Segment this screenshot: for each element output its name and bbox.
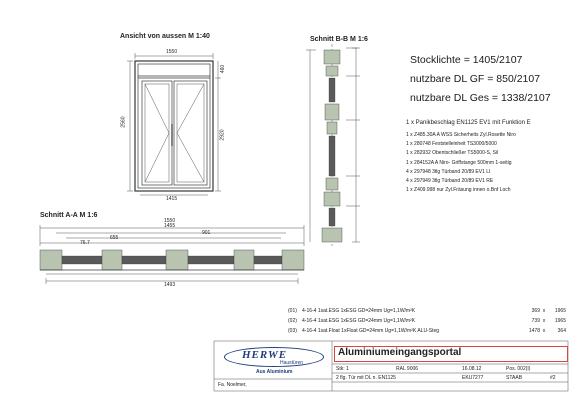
tb-description: 2 flg. Tür mit DL n. EN1125: [336, 375, 396, 381]
front-height-total-dim: 2920: [219, 129, 226, 141]
section-a-901-dim: 901: [202, 230, 211, 236]
spec-nutzbare-ges: nutzbare DL Ges = 1338/2107: [410, 92, 551, 104]
drawing-sheet: [6, 6, 574, 394]
opening-indicator-left: [145, 84, 169, 182]
hardware-list: [406, 132, 516, 196]
hardware-item: 1 x 280748 Feststelleinheit TS3000/5000: [406, 141, 497, 148]
front-view-door: [127, 53, 221, 195]
opening-indicator-right: [177, 84, 204, 182]
section-b-title: Schnitt B-B M 1:6: [310, 36, 368, 43]
hardware-header: 1 x Panikbeschlag EN1125 EV1 mit Funktion E: [406, 120, 531, 126]
front-height-dim: 2560: [120, 116, 127, 128]
glass-row: (02) 4-16-4 1sat.ESG 1xESG GD=24mm Ug=1,1W/m²K 739 x 1965: [288, 318, 566, 324]
section-a-profile: [40, 225, 304, 284]
front-view-title: Ansicht von aussen M 1:40: [120, 33, 210, 40]
hardware-item: 1 x Z485.30A A WSS Sicherheits Zyl.Rosette Niro: [406, 132, 516, 138]
tb-number: #2: [550, 375, 556, 381]
tb-author: STAAB: [506, 375, 523, 381]
door-leaf-right: [174, 81, 207, 185]
drawing-title: Aluminiumeingangsportal: [338, 347, 462, 358]
tb-color: RAL 9006: [396, 366, 419, 372]
section-a-767-dim: 76.7: [80, 240, 90, 246]
hardware-item: 4 x 297948 3tlg Türband 20/89 EV1 LI: [406, 168, 491, 175]
logo-text: HERWE: [242, 349, 288, 361]
door-leaf-left: [142, 81, 172, 185]
section-a-655-dim: 655: [110, 235, 119, 241]
hardware-item: 4 x 297949 3tlg Türband 20/89 EV1 RE: [406, 177, 494, 184]
section-a-title: Schnitt A-A M 1:6: [40, 212, 98, 219]
section-a-total-dim: 1550: [164, 218, 176, 224]
logo-sub2: Aus Aluminium: [256, 369, 293, 375]
tb-customer: Fa. Noelmer,: [218, 382, 247, 388]
logo-area: [220, 345, 326, 377]
glass-table: [288, 308, 566, 334]
glass-row: (01) 4-16-4 1sat.ESG 1xESG GD=24mm Ug=1,1W/m²K 369 x 1965: [288, 308, 566, 314]
spec-nutzbare-gf: nutzbare DL GF = 850/2107: [410, 73, 541, 85]
spec-stocklichte: Stocklichte = 1405/2107: [410, 54, 523, 66]
hardware-item: 1 x 282932 Obentschließer TS5000-S, Sil: [406, 150, 499, 157]
tb-order: EKU7277: [462, 375, 484, 381]
front-top-dim: 460: [220, 64, 227, 74]
tb-quantity: Stk: 1: [336, 366, 349, 372]
tb-position: Pos. 002(I): [506, 366, 531, 372]
hardware-item: 1 x Z409.998 nur Zyl.Fräsung innen o.Bnf Loch: [406, 187, 511, 194]
glass-row: (03) 4-16-4 1sat.Float 1xFloat GD=24mm Ug=1,1W/m²K ALU-Steg 1478 x 364: [288, 328, 566, 334]
front-width-dim: 1550: [166, 49, 178, 55]
section-b-profile: [306, 44, 360, 246]
logo-sub: Haustüren: [280, 360, 304, 366]
tb-date: 16.08.12: [462, 366, 482, 372]
front-leaf-dim: 1415: [166, 196, 178, 202]
section-a-1455-dim: 1455: [164, 223, 176, 229]
hardware-item: 1 x 284152A A Niro- Griffstange 500mm 1-seitig: [406, 159, 512, 166]
section-a-1493-dim: 1493: [164, 282, 176, 288]
